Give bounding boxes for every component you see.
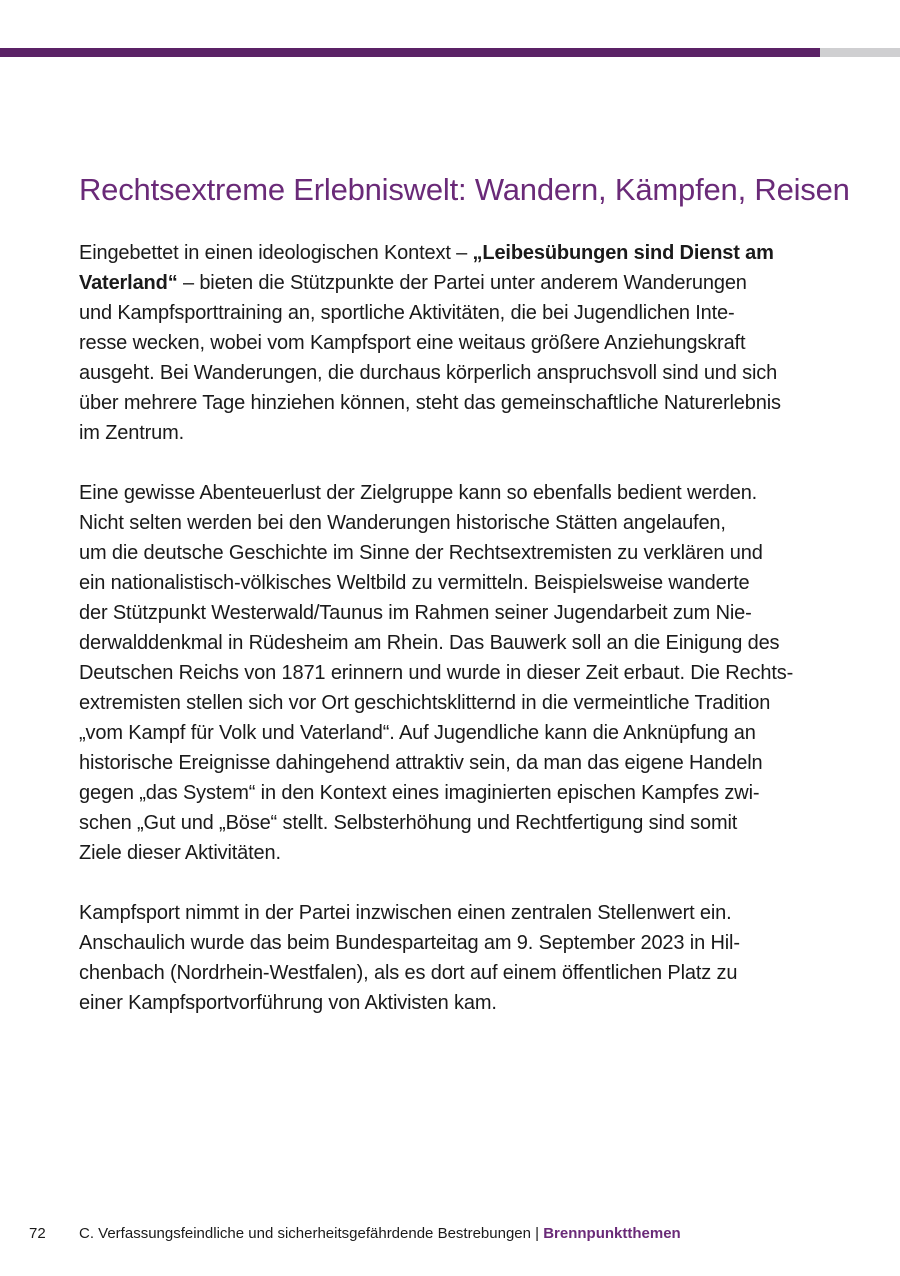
text-line <box>79 268 812 298</box>
footer-separator: | <box>530 1225 544 1242</box>
text-line: und Kampfsporttraining an, sportliche Aktivitäten, die bei Jugendlichen Inte- <box>79 302 735 324</box>
text-line: um die deutsche Geschichte im Sinne der Rechtsextremisten zu verklären und <box>79 542 763 564</box>
page-title: Rechtsextreme Erlebniswelt: Wandern, Kämpfen, Reisen <box>79 172 850 207</box>
text-line <box>79 238 812 268</box>
text-line: ausgeht. Bei Wanderungen, die durchaus körperlich anspruchsvoll sind und sich <box>79 362 778 384</box>
top-accent-bar <box>0 48 900 57</box>
text-line: über mehrere Tage hinziehen können, steht das gemeinschaftliche Naturerlebnis <box>79 392 781 414</box>
paragraph-3 <box>79 898 812 1018</box>
text-line: Eine gewisse Abenteuerlust der Zielgruppe kann so ebenfalls bedient werden. <box>79 482 758 504</box>
footer-chapter-line <box>79 1222 681 1246</box>
text-line: extremisten stellen sich vor Ort geschichtsklitternd in die vermeintliche Tradition <box>79 692 771 714</box>
text-run: Eingebettet in einen ideologischen Kontext – <box>79 242 473 264</box>
text-line: Nicht selten werden bei den Wanderungen historische Stätten angelaufen, <box>79 512 726 534</box>
top-accent-bar-main <box>0 48 820 57</box>
text-line: resse wecken, wobei vom Kampfsport eine weitaus größere Anziehungskraft <box>79 332 746 354</box>
text-line: historische Ereignisse dahingehend attraktiv sein, da man das eigene Handeln <box>79 752 763 774</box>
text-line: chenbach (Nordrhein-Westfalen), als es dort auf einem öffentlichen Platz zu <box>79 962 738 984</box>
paragraph-2 <box>79 478 812 868</box>
text-line: gegen „das System“ in den Kontext eines imaginierten epischen Kampfes zwi- <box>79 782 760 804</box>
text-run: – bieten die Stützpunkte der Partei unter anderem Wanderungen <box>177 272 747 294</box>
quote-emphasis: Vaterland“ <box>79 272 178 294</box>
paragraph-1 <box>79 238 812 448</box>
text-line: der Stützpunkt Westerwald/Taunus im Rahmen seiner Jugendarbeit zum Nie- <box>79 602 752 624</box>
quote-emphasis: „Leibesübungen sind Dienst am <box>472 242 774 264</box>
page-number: 72 <box>29 1225 46 1242</box>
text-line: schen „Gut und „Böse“ stellt. Selbsterhöhung und Rechtfertigung sind somit <box>79 812 738 834</box>
text-line: Anschaulich wurde das beim Bundesparteitag am 9. September 2023 in Hil- <box>79 932 740 954</box>
text-line: ein nationalistisch-völkisches Weltbild zu vermitteln. Beispielsweise wanderte <box>79 572 750 594</box>
top-accent-bar-end <box>820 48 900 57</box>
text-line: „vom Kampf für Volk und Vaterland“. Auf Jugendliche kann die Anknüpfung an <box>79 722 756 744</box>
text-line: Ziele dieser Aktivitäten. <box>79 842 281 864</box>
section-title: Brennpunktthemen <box>543 1225 681 1242</box>
article-body <box>79 238 812 1048</box>
text-line: derwalddenkmal in Rüdesheim am Rhein. Das Bauwerk soll an die Einigung des <box>79 632 780 654</box>
text-line: im Zentrum. <box>79 422 185 444</box>
page-footer <box>0 1222 900 1246</box>
text-line: einer Kampfsportvorführung von Aktivisten kam. <box>79 992 497 1014</box>
text-line: Kampfsport nimmt in der Partei inzwischen einen zentralen Stellenwert ein. <box>79 902 732 924</box>
chapter-title: C. Verfassungsfeindliche und sicherheitsgefährdende Bestrebungen <box>79 1225 531 1242</box>
text-line: Deutschen Reichs von 1871 erinnern und wurde in dieser Zeit erbaut. Die Rechts- <box>79 662 794 684</box>
